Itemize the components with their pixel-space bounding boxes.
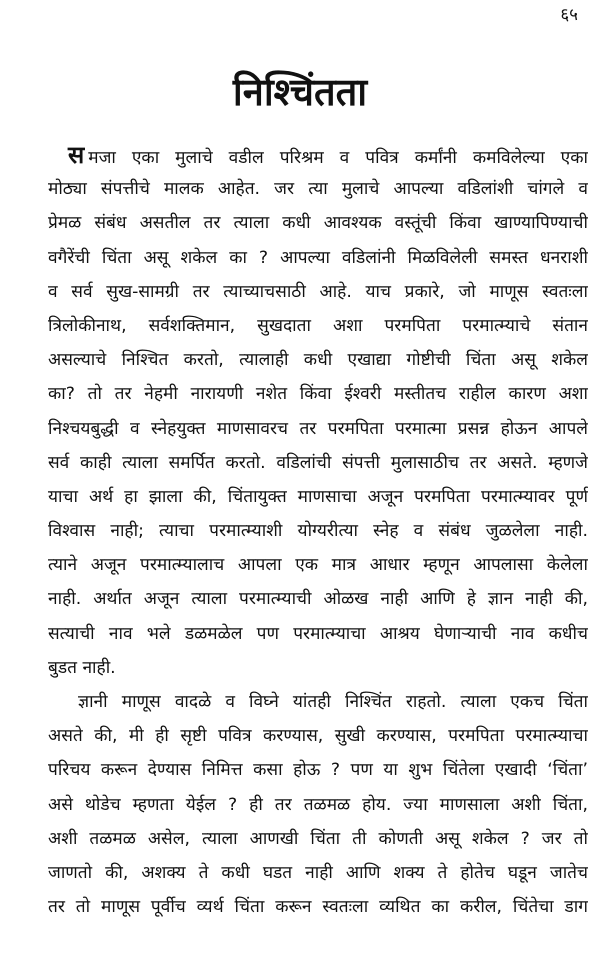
paragraph-1-line: असल्याचे निश्चित करतो, त्यालाही कधी एखाद्या गोष्टीची चिंता असू शकेल (48, 350, 588, 371)
paragraph-1-line: निश्चयबुद्धी व स्नेहयुक्त माणसावरच तर परमपिता परमात्मा प्रसन्न होऊन आपले (48, 418, 588, 439)
paragraph-2-line: ज्ञानी माणूस वादळे व विघ्ने यांतही निश्चिंत राहतो. त्याला एकच चिंता (78, 692, 588, 712)
paragraph-1-line-1 (48, 138, 588, 172)
paragraph-1-line: त्याने अजून परमात्म्यालाच आपला एक मात्र आधार म्हणून आपलासा केलेला (48, 555, 588, 576)
paragraph-1-line: त्रिलोकीनाथ, सर्वशक्तिमान, सुखदाता अशा परमपिता परमात्म्याचे संतान (48, 315, 588, 336)
paragraph-2-line: अशी तळमळ असेल, त्याला आणखी चिंता ती कोणती असू शकेल ? जर तो (48, 828, 588, 849)
paragraph-1-line: याचा अर्थ हा झाला की, चिंतायुक्त माणसाचा अजून परमपिता परमात्म्यावर पूर्ण (48, 486, 588, 507)
paragraph-1-line: व सर्व सुख-सामग्री तर त्याच्याचसाठी आहे. याच प्रकारे, जो माणूस स्वतःला (48, 281, 588, 302)
paragraph-2-line: तर तो माणूस पूर्वीच व्यर्थ चिंता करून स्वतःला व्यथित का करील, चिंतेचा डाग (48, 897, 588, 918)
paragraph-2-line: असे थोडेच म्हणता येईल ? ही तर तळमळ होय. ज्या माणसाला अशी चिंता, (48, 794, 588, 815)
paragraph-1-line: विश्वास नाही; त्याचा परमात्म्याशी योग्यरीत्या स्नेह व संबंध जुळलेला नाही. (48, 521, 588, 542)
paragraph-1-line: बुडत नाही. (48, 657, 116, 678)
body-text (48, 138, 588, 924)
paragraph-1-line: मोठ्या संपत्तीचे मालक आहेत. जर त्या मुलाचे आपल्या वडिलांशी चांगले व (48, 179, 588, 200)
paragraph-1-line: का? तो तर नेहमी नारायणी नशेत किंवा ईश्वरी मस्तीतच राहील कारण अशा (48, 384, 588, 405)
paragraph-1-first-line-text: मजा एका मुलाचे वडील परिश्रम व पवित्र कर्मांनी कमविलेल्या एका (88, 148, 588, 168)
paragraph-1-line: प्रेमळ संबंध असतील तर त्याला कधी आवश्यक वस्तूंची किंवा खाण्यापिण्याची (48, 213, 588, 234)
paragraph-1-line: सत्याची नाव भले डळमळेल पण परमात्म्याचा आश्रय घेणाऱ्याची नाव कधीच (48, 623, 588, 644)
paragraph-2-line: जाणतो की, अशक्य ते कधी घडत नाही आणि शक्य ते होतेच घडून जातेच (48, 862, 588, 883)
paragraph-1-line: वगैरेंची चिंता असू शकेल का ? आपल्या वडिलांनी मिळविलेली समस्त धनराशी (48, 247, 588, 268)
page-number: ६५ (560, 5, 578, 25)
drop-cap-letter: स (68, 141, 85, 169)
paragraph-1-line: नाही. अर्थात अजून त्याला परमात्म्याची ओळख नाही आणि हे ज्ञान नाही की, (48, 589, 588, 610)
paragraph-2-line: परिचय करून देण्यास निमित्त कसा होऊ ? पण या शुभ चिंतेला एखादी ‘चिंता’ (48, 760, 588, 781)
paragraph-2-line: असते की, मी ही सृष्टी पवित्र करण्यास, सुखी करण्यास, परमपिता परमात्म्याचा (48, 726, 588, 747)
chapter-title: निश्चिंतता (232, 70, 368, 114)
paragraph-1-line: सर्व काही त्याला समर्पित करतो. वडिलांची संपत्ती मुलासाठीच तर असते. म्हणजे (48, 452, 588, 473)
